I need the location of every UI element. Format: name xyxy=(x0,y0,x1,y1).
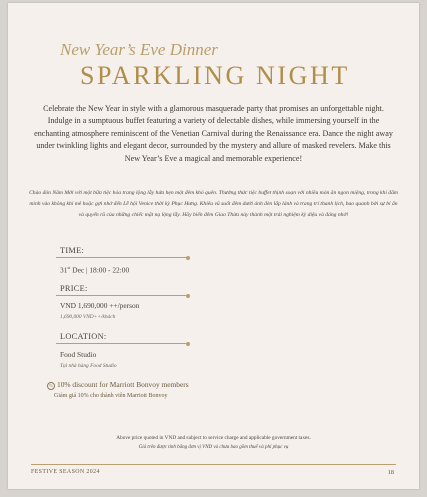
divider-dot xyxy=(186,294,190,298)
description-vietnamese: Chào đón Năm Mới với một bữa tiệc hóa trang lộng lẫy hứa hẹn một đêm khó quên. Thưởng thức tiệc buffet thịnh soạn với nhiều món ăn ngon miệng, trong khi đắm mình vào không khí mê hoặc gợi nhớ đến Lễ hội Venice thời kỳ Phục Hưng. Khiêu vũ suốt đêm dưới ánh đèn lấp lánh và trang trí thanh lịch, bao quanh bởi sự bí ẩn và quyến rũ của những chiếc mặt nạ lộng lẫy. Hãy biến đêm Giao Thừa này thành một trải nghiệm kỳ diệu và đáng nhớ! xyxy=(29,190,398,218)
discount-text-vietnamese: Giảm giá 10% cho thành viên Marriott Bonvoy xyxy=(54,393,168,399)
price-value: VND 1,690,000 ++/person xyxy=(60,301,140,310)
price-footnote: Above price quoted in VND and subject to service charge and applicable government taxes. xyxy=(116,435,311,441)
time-divider xyxy=(56,257,188,258)
event-title: SPARKLING NIGHT xyxy=(80,61,350,90)
discount-text: 10% discount for Marriott Bonvoy members xyxy=(57,380,189,389)
time-label: TIME: xyxy=(60,246,85,255)
event-subtitle: New Year’s Eve Dinner xyxy=(60,40,218,59)
time-value xyxy=(60,265,129,274)
footer-section-title: FESTIVE SEASON 2024 xyxy=(31,469,100,475)
divider-dot xyxy=(186,256,190,260)
time-day-suffix: st xyxy=(67,265,71,270)
price-label: PRICE: xyxy=(60,284,88,293)
document-page xyxy=(8,3,419,489)
location-divider xyxy=(56,343,188,344)
description-english: Celebrate the New Year in style with a glamorous masquerade party that promises an unforgettable night. Indulge in a sumptuous buffet featuring a variety of delectable dishes, while immersing yourself in the enchanting atmosphere reminiscent of the Venetian Carnival during the Renaissance era. Dance the night away under twinkling lights and elegant decor, surrounded by the mystery and allure of masked revelers. Make this New Year’s Eve a magical and memorable experience! xyxy=(34,104,393,163)
discount-line xyxy=(47,380,189,390)
price-divider xyxy=(56,295,188,296)
time-rest: Dec | 18:00 - 22:00 xyxy=(70,265,130,275)
location-value-vietnamese: Tại nhà hàng Food Studio xyxy=(60,363,117,369)
footer-divider xyxy=(31,464,396,465)
divider-dot xyxy=(186,342,190,346)
page-number: 18 xyxy=(387,469,394,476)
location-label: LOCATION: xyxy=(60,332,107,341)
location-value: Food Studio xyxy=(60,350,97,359)
percent-icon: % xyxy=(47,382,55,390)
time-day: 31 xyxy=(60,265,68,275)
price-footnote-vietnamese: Giá trên được tính bằng đơn vị VND và chưa bao gồm thuế và phí phục vụ xyxy=(138,445,289,450)
price-value-vietnamese: 1,690,000 VND++/khách xyxy=(60,314,116,320)
